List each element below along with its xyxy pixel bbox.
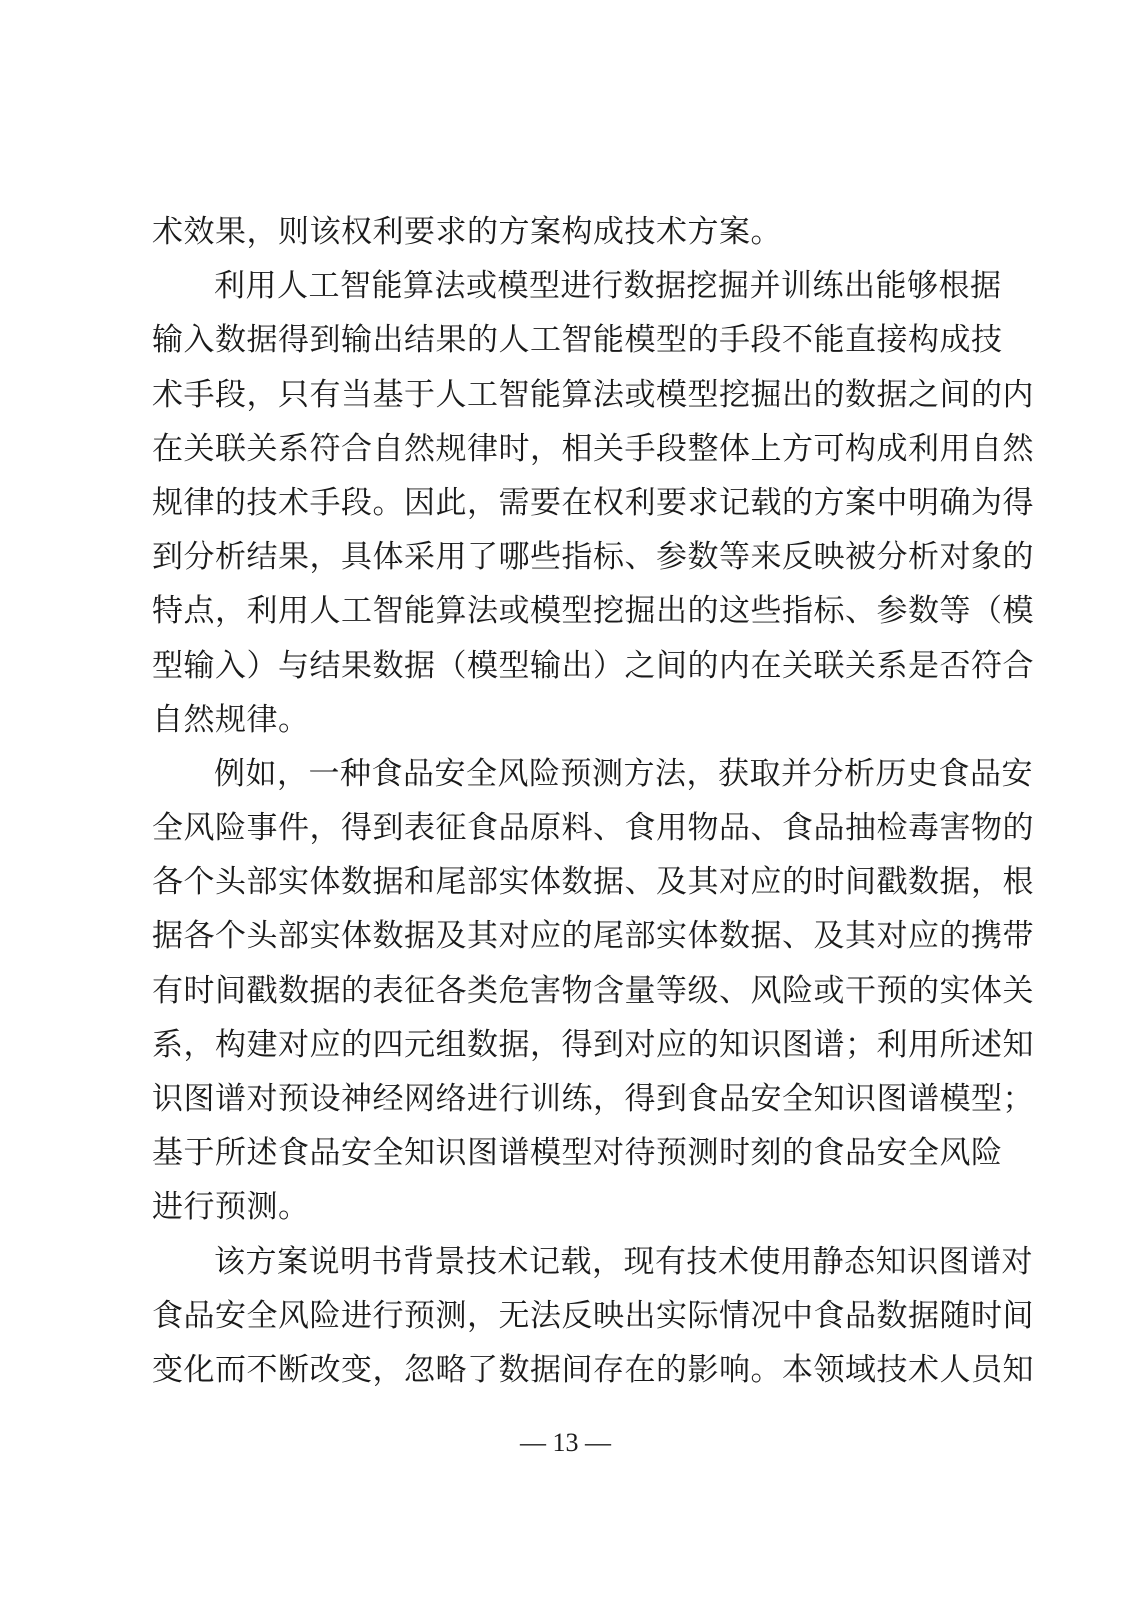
text-line: 特点，利用人工智能算法或模型挖掘出的这些指标、参数等（模	[152, 593, 1034, 630]
text-line: 自然规律。	[152, 701, 310, 738]
text-line: 各个头部实体数据和尾部实体数据、及其对应的时间戳数据，根	[152, 864, 1034, 901]
paragraph-2	[152, 259, 1034, 747]
text-line: 该方案说明书背景技术记载，现有技术使用静态知识图谱对	[214, 1243, 1033, 1280]
text-line: 在关联关系符合自然规律时，相关手段整体上方可构成利用自然	[152, 430, 1034, 467]
document-body	[152, 205, 1034, 1397]
text-line: 例如，一种食品安全风险预测方法，获取并分析历史食品安	[214, 755, 1033, 792]
paragraph-4	[152, 1235, 1034, 1398]
page-number: — 13 —	[520, 1428, 611, 1457]
text-line: 型输入）与结果数据（模型输出）之间的内在关联关系是否符合	[152, 647, 1034, 684]
text-line: 利用人工智能算法或模型进行数据挖掘并训练出能够根据	[214, 268, 1002, 305]
text-line: 识图谱对预设神经网络进行训练，得到食品安全知识图谱模型；	[152, 1081, 1034, 1117]
text-line: 进行预测。	[152, 1189, 310, 1226]
text-line: 变化而不断改变，忽略了数据间存在的影响。本领域技术人员知	[152, 1351, 1034, 1388]
text-line: 系，构建对应的四元组数据，得到对应的知识图谱；利用所述知	[152, 1026, 1034, 1063]
text-line: 到分析结果，具体采用了哪些指标、参数等来反映被分析对象的	[152, 539, 1034, 576]
text-line: 基于所述食品安全知识图谱模型对待预测时刻的食品安全风险	[152, 1135, 1003, 1172]
text-line: 输入数据得到输出结果的人工智能模型的手段不能直接构成技	[152, 322, 1003, 359]
text-line: 术手段，只有当基于人工智能算法或模型挖掘出的数据之间的内	[152, 376, 1034, 413]
paragraph-3	[152, 747, 1034, 1235]
text-line: 全风险事件，得到表征食品原料、食用物品、食品抽检毒害物的	[152, 810, 1034, 847]
text-line: 有时间戳数据的表征各类危害物含量等级、风险或干预的实体关	[152, 972, 1034, 1009]
text-line: 据各个头部实体数据及其对应的尾部实体数据、及其对应的携带	[152, 918, 1034, 955]
text-line: 术效果，则该权利要求的方案构成技术方案。	[152, 214, 782, 250]
text-line: 规律的技术手段。因此，需要在权利要求记载的方案中明确为得	[152, 484, 1034, 521]
paragraph-1	[152, 205, 974, 259]
text-line: 食品安全风险进行预测，无法反映出实际情况中食品数据随时间	[152, 1297, 1034, 1334]
